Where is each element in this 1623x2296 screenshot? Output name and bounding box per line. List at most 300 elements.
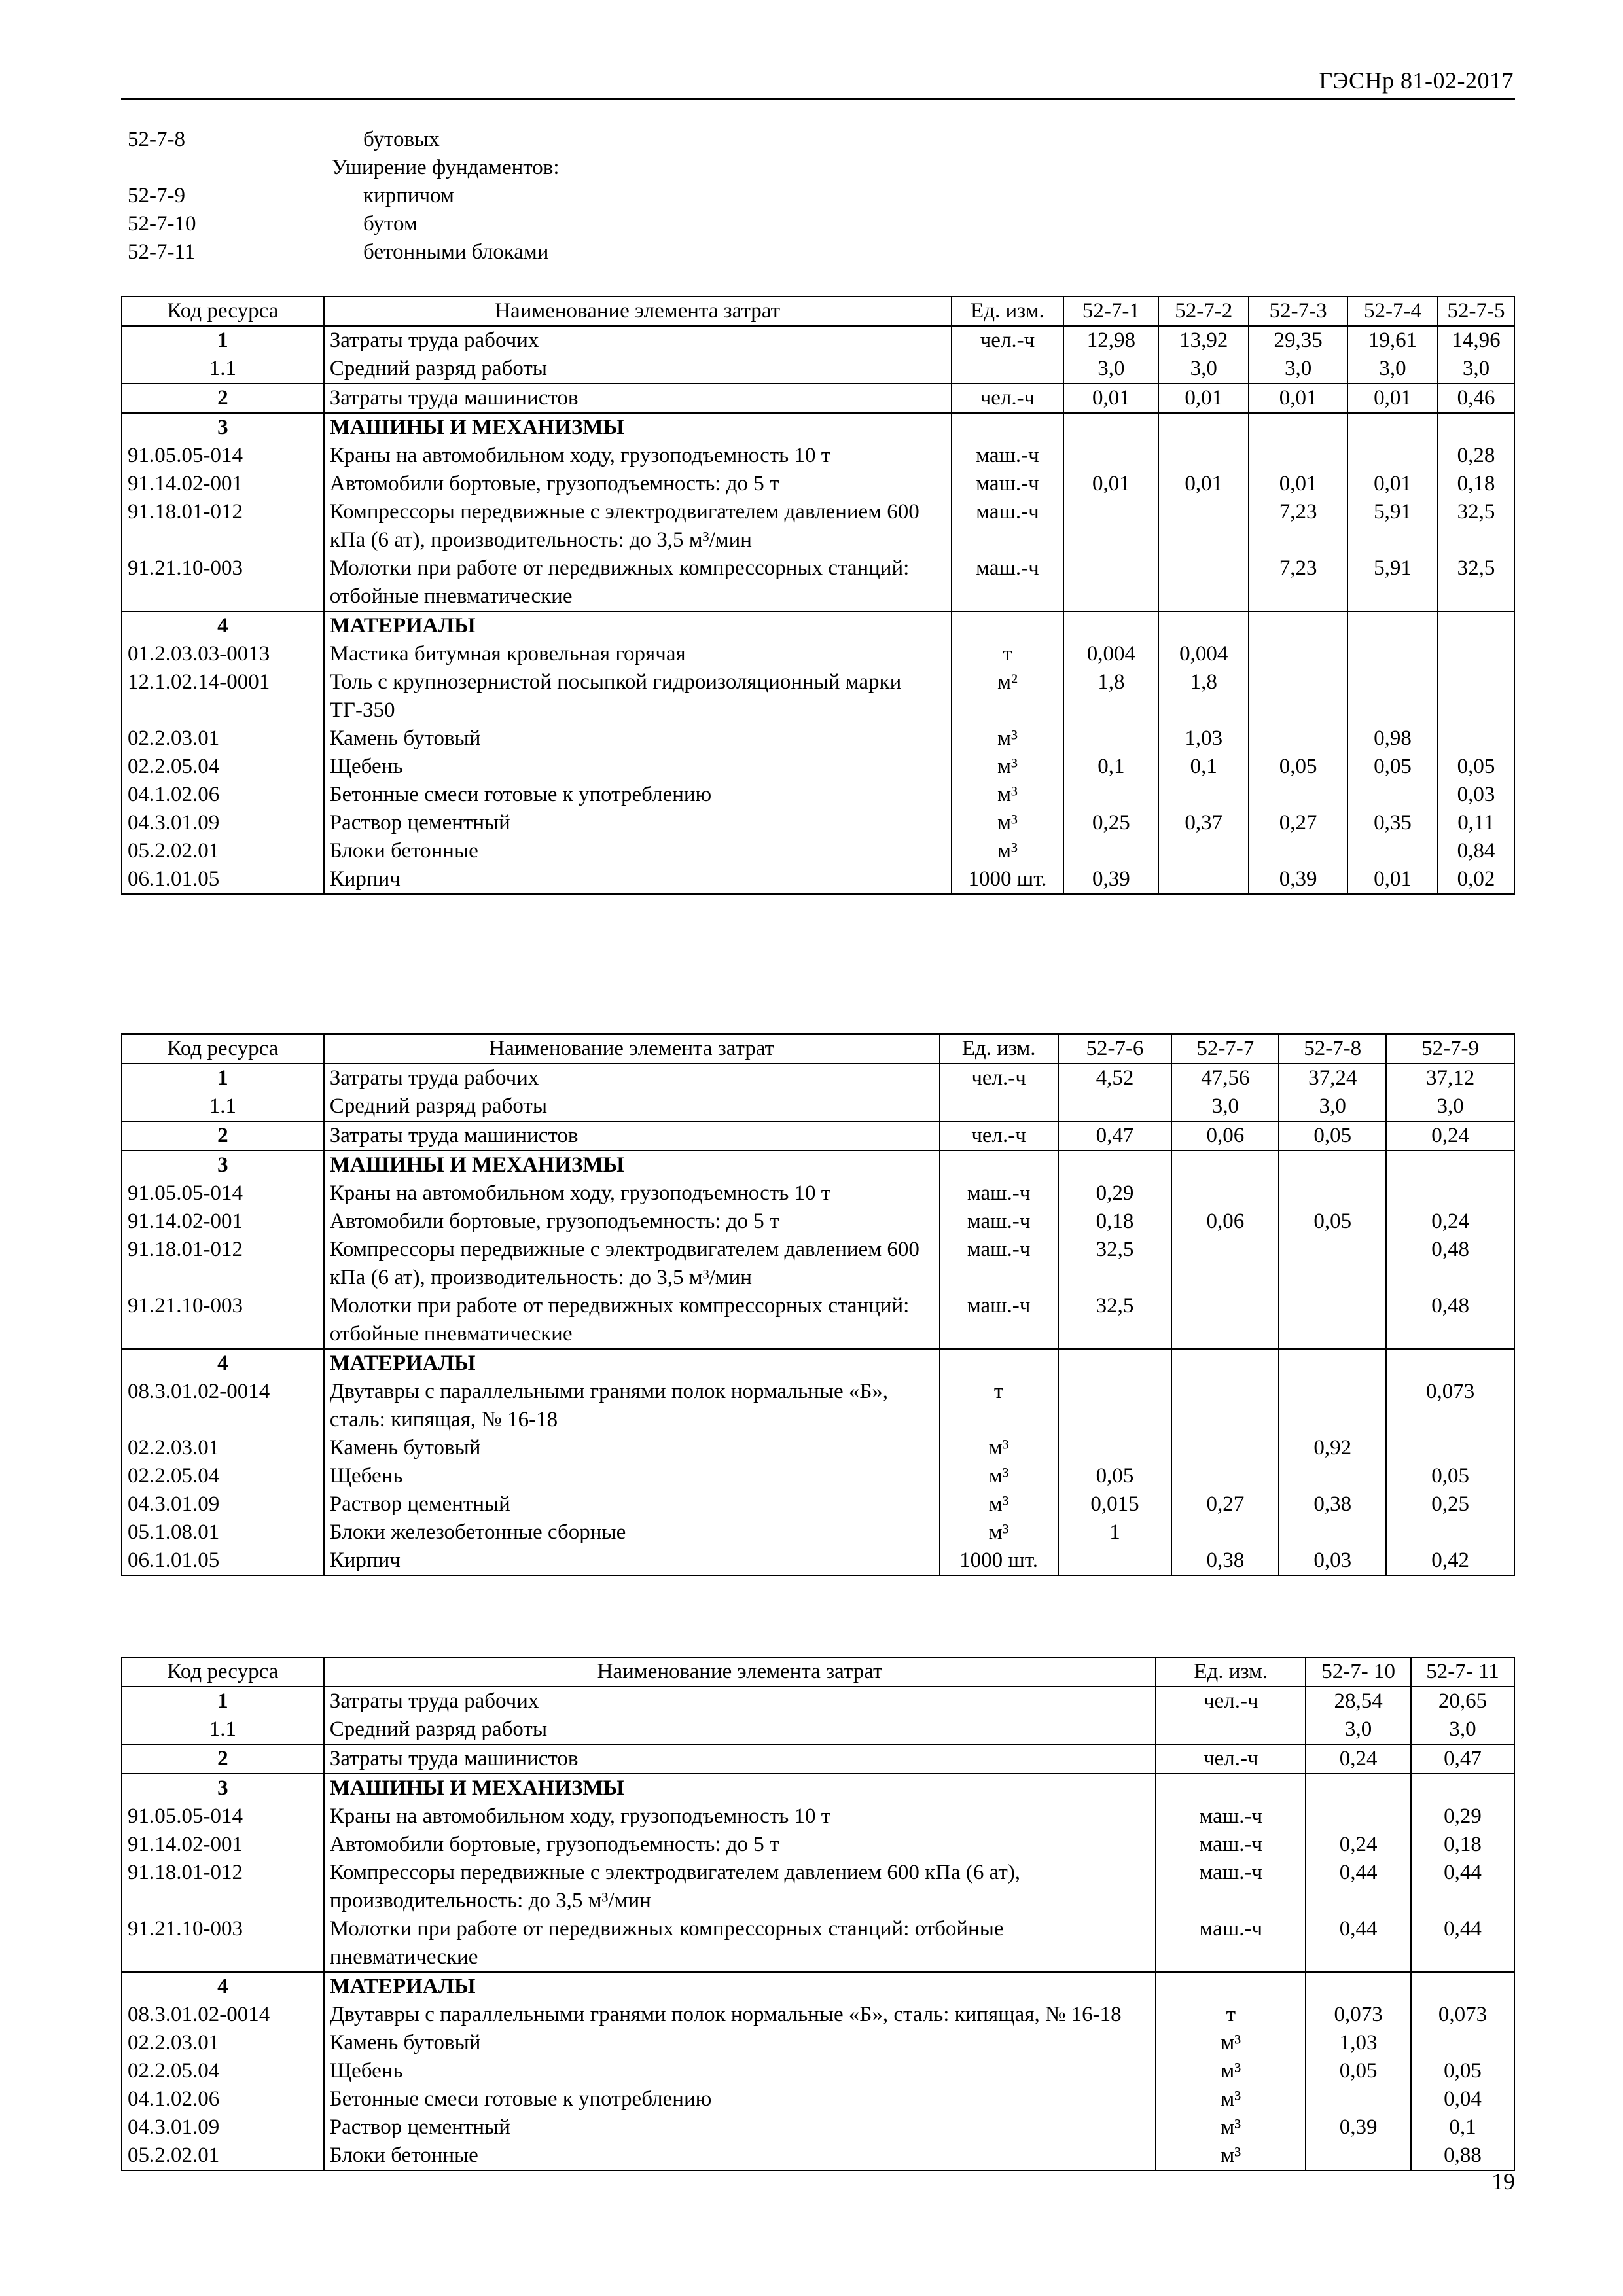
value-cell: 0,01	[1347, 470, 1438, 498]
value-cell: 0,38	[1171, 1547, 1279, 1575]
norm-label: Уширение фундаментов:	[332, 156, 560, 179]
column-header: 52-7-1	[1063, 296, 1158, 326]
resource-name: Краны на автомобильном ходу, грузоподъемность 10 т	[324, 1803, 1156, 1831]
unit-cell	[940, 1151, 1058, 1179]
resource-name: Камень бутовый	[324, 725, 952, 753]
table-row	[122, 865, 1514, 894]
value-cell: 0,27	[1171, 1490, 1279, 1518]
unit-cell: чел.-ч	[1156, 1687, 1306, 1715]
value-cell: 20,65	[1411, 1687, 1514, 1715]
table-row	[122, 1064, 1514, 1092]
unit-cell: маш.-ч	[940, 1236, 1058, 1292]
column-header: 52-7-3	[1249, 296, 1347, 326]
value-cell: 0,03	[1279, 1547, 1386, 1575]
resource-code: 2	[122, 384, 324, 413]
resource-name: МАШИНЫ И МЕХАНИЗМЫ	[324, 1151, 940, 1179]
value-cell	[1386, 1434, 1514, 1462]
value-cell: 3,0	[1063, 355, 1158, 384]
value-cell: 3,0	[1306, 1715, 1411, 1744]
resource-name: Мастика битумная кровельная горячая	[324, 640, 952, 668]
table-row	[122, 1462, 1514, 1490]
resource-code: 3	[122, 413, 324, 442]
value-cell: 0,39	[1306, 2113, 1411, 2142]
resource-code: 1.1	[122, 1092, 324, 1121]
table-row	[122, 1687, 1514, 1715]
value-cell: 0,05	[1279, 1208, 1386, 1236]
value-cell	[1158, 611, 1249, 640]
value-cell	[1249, 413, 1347, 442]
value-cell	[1386, 1151, 1514, 1179]
unit-cell	[1156, 1715, 1306, 1744]
unit-cell	[1156, 1972, 1306, 2001]
value-cell	[1306, 1803, 1411, 1831]
value-cell: 0,1	[1063, 753, 1158, 781]
unit-cell	[940, 1349, 1058, 1378]
value-cell: 0,06	[1171, 1121, 1279, 1151]
column-header: 52-7-5	[1438, 296, 1514, 326]
value-cell: 0,04	[1411, 2085, 1514, 2113]
value-cell: 0,39	[1063, 865, 1158, 894]
unit-cell: маш.-ч	[1156, 1859, 1306, 1915]
value-cell	[1171, 1518, 1279, 1547]
value-cell	[1063, 781, 1158, 809]
resource-code: 02.2.05.04	[122, 753, 324, 781]
value-cell: 3,0	[1386, 1092, 1514, 1121]
value-cell	[1438, 725, 1514, 753]
resource-name: Раствор цементный	[324, 1490, 940, 1518]
resource-code: 02.2.05.04	[122, 2057, 324, 2085]
value-cell: 0,01	[1249, 384, 1347, 413]
unit-cell	[952, 355, 1064, 384]
value-cell	[1063, 725, 1158, 753]
value-cell	[1158, 837, 1249, 865]
value-cell	[1249, 837, 1347, 865]
value-cell: 0,29	[1058, 1179, 1172, 1208]
value-cell: 4,52	[1058, 1064, 1172, 1092]
value-cell	[1058, 1151, 1172, 1179]
resource-table-3	[121, 1657, 1515, 2171]
resource-name: Раствор цементный	[324, 2113, 1156, 2142]
table-row	[122, 1915, 1514, 1972]
value-cell: 1,03	[1158, 725, 1249, 753]
resource-code: 3	[122, 1774, 324, 1803]
value-cell: 0,42	[1386, 1547, 1514, 1575]
resource-name: Молотки при работе от передвижных компрессорных станций: отбойные пневматические	[324, 1915, 1156, 1972]
resource-code: 91.05.05-014	[122, 442, 324, 470]
norm-list-item	[128, 210, 913, 238]
resource-name: МАШИНЫ И МЕХАНИЗМЫ	[324, 1774, 1156, 1803]
unit-cell: м³	[952, 753, 1064, 781]
unit-cell: м³	[940, 1434, 1058, 1462]
column-header: Код ресурса	[122, 296, 324, 326]
resource-name: МАТЕРИАЛЫ	[324, 1972, 1156, 2001]
value-cell	[1306, 1774, 1411, 1803]
norm-label: бетонными блоками	[363, 240, 549, 264]
resource-name: МАТЕРИАЛЫ	[324, 611, 952, 640]
value-cell: 0,24	[1306, 1831, 1411, 1859]
resource-name: Толь с крупнозернистой посыпкой гидроизоляционный марки ТГ-350	[324, 668, 952, 725]
value-cell: 0,44	[1411, 1915, 1514, 1972]
value-cell: 0,05	[1411, 2057, 1514, 2085]
unit-cell: м³	[1156, 2113, 1306, 2142]
table-header-row	[122, 1657, 1514, 1687]
value-cell: 0,35	[1347, 809, 1438, 837]
value-cell: 0,98	[1347, 725, 1438, 753]
resource-name: Средний разряд работы	[324, 1715, 1156, 1744]
value-cell	[1306, 2142, 1411, 2170]
resource-name: Щебень	[324, 1462, 940, 1490]
resource-name: Блоки железобетонные сборные	[324, 1518, 940, 1547]
resource-code: 05.2.02.01	[122, 2142, 324, 2170]
value-cell	[1438, 611, 1514, 640]
value-cell: 0,92	[1279, 1434, 1386, 1462]
resource-code: 91.18.01-012	[122, 1236, 324, 1292]
value-cell	[1058, 1547, 1172, 1575]
value-cell: 0,18	[1438, 470, 1514, 498]
value-cell: 13,92	[1158, 326, 1249, 355]
table-row	[122, 1518, 1514, 1547]
value-cell	[1058, 1349, 1172, 1378]
table-row	[122, 1208, 1514, 1236]
value-cell	[1411, 1972, 1514, 2001]
resource-name: Раствор цементный	[324, 809, 952, 837]
resource-name: Бетонные смеси готовые к употреблению	[324, 781, 952, 809]
resource-name: Средний разряд работы	[324, 1092, 940, 1121]
value-cell: 7,23	[1249, 554, 1347, 611]
resource-code: 91.21.10-003	[122, 554, 324, 611]
table-row	[122, 2085, 1514, 2113]
value-cell: 0,05	[1058, 1462, 1172, 1490]
resource-name: Блоки бетонные	[324, 837, 952, 865]
column-header: 52-7-7	[1171, 1034, 1279, 1064]
value-cell	[1386, 1179, 1514, 1208]
unit-cell: маш.-ч	[952, 554, 1064, 611]
unit-cell: маш.-ч	[1156, 1803, 1306, 1831]
value-cell: 0,48	[1386, 1236, 1514, 1292]
value-cell	[1279, 1378, 1386, 1434]
table-row	[122, 326, 1514, 355]
value-cell: 0,05	[1306, 2057, 1411, 2085]
value-cell: 0,01	[1063, 470, 1158, 498]
resource-code: 1	[122, 1064, 324, 1092]
resource-name: Кирпич	[324, 865, 952, 894]
value-cell: 0,88	[1411, 2142, 1514, 2170]
unit-cell: чел.-ч	[952, 326, 1064, 355]
unit-cell	[1156, 1774, 1306, 1803]
resource-name: Затраты труда машинистов	[324, 384, 952, 413]
unit-cell: т	[940, 1378, 1058, 1434]
value-cell: 1	[1058, 1518, 1172, 1547]
column-header: Наименование элемента затрат	[324, 296, 952, 326]
value-cell	[1063, 611, 1158, 640]
value-cell	[1171, 1179, 1279, 1208]
table-row	[122, 442, 1514, 470]
page-header	[121, 64, 1515, 100]
value-cell: 0,37	[1158, 809, 1249, 837]
value-cell	[1386, 1518, 1514, 1547]
value-cell: 0,004	[1158, 640, 1249, 668]
resource-name: Кирпич	[324, 1547, 940, 1575]
value-cell	[1158, 498, 1249, 554]
resource-code: 1.1	[122, 1715, 324, 1744]
table-row	[122, 753, 1514, 781]
value-cell: 32,5	[1058, 1236, 1172, 1292]
value-cell	[1347, 781, 1438, 809]
resource-name: Автомобили бортовые, грузоподъемность: до 5 т	[324, 470, 952, 498]
value-cell	[1279, 1349, 1386, 1378]
table-row	[122, 470, 1514, 498]
table-row	[122, 2029, 1514, 2057]
value-cell: 0,01	[1347, 384, 1438, 413]
value-cell	[1249, 668, 1347, 725]
value-cell	[1063, 554, 1158, 611]
column-header: Наименование элемента затрат	[324, 1034, 940, 1064]
resource-name: Средний разряд работы	[324, 355, 952, 384]
value-cell: 28,54	[1306, 1687, 1411, 1715]
page-number: 19	[1491, 2168, 1515, 2195]
resource-name: Молотки при работе от передвижных компрессорных станций: отбойные пневматические	[324, 554, 952, 611]
norm-label: кирпичом	[363, 184, 454, 207]
table-row	[122, 1092, 1514, 1121]
value-cell	[1347, 837, 1438, 865]
resource-code: 1.1	[122, 355, 324, 384]
resource-code: 04.3.01.09	[122, 809, 324, 837]
table-row	[122, 809, 1514, 837]
unit-cell: м³	[1156, 2142, 1306, 2170]
resource-name: Двутавры с параллельными гранями полок нормальные «Б», сталь: кипящая, № 16-18	[324, 2001, 1156, 2029]
value-cell: 3,0	[1438, 355, 1514, 384]
value-cell: 0,01	[1347, 865, 1438, 894]
column-header: 52-7-2	[1158, 296, 1249, 326]
column-header: 52-7-8	[1279, 1034, 1386, 1064]
value-cell	[1158, 865, 1249, 894]
unit-cell: маш.-ч	[940, 1208, 1058, 1236]
resource-code: 91.14.02-001	[122, 470, 324, 498]
value-cell: 3,0	[1171, 1092, 1279, 1121]
value-cell: 3,0	[1158, 355, 1249, 384]
table-row	[122, 1859, 1514, 1915]
table-row	[122, 1349, 1514, 1378]
value-cell: 0,01	[1158, 470, 1249, 498]
resource-code: 05.1.08.01	[122, 1518, 324, 1547]
resource-name: МАТЕРИАЛЫ	[324, 1349, 940, 1378]
column-header: Ед. изм.	[952, 296, 1064, 326]
value-cell: 0,06	[1171, 1208, 1279, 1236]
resource-name: Затраты труда рабочих	[324, 1064, 940, 1092]
resource-code: 91.14.02-001	[122, 1831, 324, 1859]
resource-name: Двутавры с параллельными гранями полок нормальные «Б», сталь: кипящая, № 16-18	[324, 1378, 940, 1434]
value-cell: 14,96	[1438, 326, 1514, 355]
value-cell	[1347, 413, 1438, 442]
resource-name: Бетонные смеси готовые к употреблению	[324, 2085, 1156, 2113]
value-cell: 47,56	[1171, 1064, 1279, 1092]
column-header: 52-7-6	[1058, 1034, 1172, 1064]
norm-code: 52-7-9	[128, 184, 185, 207]
table-row	[122, 1972, 1514, 2001]
value-cell	[1058, 1378, 1172, 1434]
value-cell: 32,5	[1438, 498, 1514, 554]
table-row	[122, 1490, 1514, 1518]
unit-cell: м³	[952, 837, 1064, 865]
value-cell: 0,05	[1438, 753, 1514, 781]
value-cell	[1347, 611, 1438, 640]
resource-code: 05.2.02.01	[122, 837, 324, 865]
resource-code: 02.2.05.04	[122, 1462, 324, 1490]
value-cell	[1306, 2085, 1411, 2113]
value-cell	[1063, 837, 1158, 865]
table-row	[122, 1292, 1514, 1349]
value-cell: 37,24	[1279, 1064, 1386, 1092]
value-cell: 0,05	[1386, 1462, 1514, 1490]
table-row	[122, 2113, 1514, 2142]
document-code: ГЭСНр 81-02-2017	[1319, 67, 1514, 94]
value-cell	[1158, 413, 1249, 442]
value-cell	[1171, 1151, 1279, 1179]
resource-name: Затраты труда машинистов	[324, 1744, 1156, 1774]
value-cell: 29,35	[1249, 326, 1347, 355]
column-header: Код ресурса	[122, 1657, 324, 1687]
norm-code: 52-7-11	[128, 240, 196, 264]
value-cell: 0,073	[1411, 2001, 1514, 2029]
unit-cell: т	[952, 640, 1064, 668]
table-row	[122, 413, 1514, 442]
column-header: Ед. изм.	[1156, 1657, 1306, 1687]
table-row	[122, 2142, 1514, 2170]
resource-code: 08.3.01.02-0014	[122, 2001, 324, 2029]
resource-code: 1	[122, 326, 324, 355]
value-cell: 0,25	[1386, 1490, 1514, 1518]
value-cell	[1158, 554, 1249, 611]
resource-code: 08.3.01.02-0014	[122, 1378, 324, 1434]
value-cell: 0,073	[1306, 2001, 1411, 2029]
resource-code: 4	[122, 611, 324, 640]
resource-code: 01.2.03.03-0013	[122, 640, 324, 668]
value-cell: 0,27	[1249, 809, 1347, 837]
resource-code: 91.21.10-003	[122, 1915, 324, 1972]
resource-code: 4	[122, 1349, 324, 1378]
table-row	[122, 554, 1514, 611]
resource-code: 02.2.03.01	[122, 725, 324, 753]
column-header: 52-7- 11	[1411, 1657, 1514, 1687]
unit-cell: м²	[952, 668, 1064, 725]
value-cell: 1,03	[1306, 2029, 1411, 2057]
resource-code: 12.1.02.14-0001	[122, 668, 324, 725]
unit-cell	[952, 413, 1064, 442]
value-cell: 0,18	[1411, 1831, 1514, 1859]
unit-cell: маш.-ч	[940, 1292, 1058, 1349]
table-row	[122, 1121, 1514, 1151]
value-cell: 0,004	[1063, 640, 1158, 668]
table-header-row	[122, 296, 1514, 326]
table-row	[122, 2057, 1514, 2085]
value-cell: 0,44	[1306, 1859, 1411, 1915]
table-row	[122, 1179, 1514, 1208]
table-row	[122, 1803, 1514, 1831]
table-row	[122, 640, 1514, 668]
resource-name: Затраты труда рабочих	[324, 326, 952, 355]
value-cell	[1063, 413, 1158, 442]
value-cell: 5,91	[1347, 498, 1438, 554]
value-cell	[1411, 1774, 1514, 1803]
value-cell: 0,03	[1438, 781, 1514, 809]
value-cell	[1279, 1236, 1386, 1292]
unit-cell: м³	[940, 1490, 1058, 1518]
table-row	[122, 1774, 1514, 1803]
resource-code: 2	[122, 1121, 324, 1151]
value-cell	[1058, 1434, 1172, 1462]
resource-name: Щебень	[324, 2057, 1156, 2085]
value-cell	[1438, 413, 1514, 442]
value-cell: 0,01	[1249, 470, 1347, 498]
table-row	[122, 781, 1514, 809]
value-cell	[1158, 781, 1249, 809]
resource-name: Блоки бетонные	[324, 2142, 1156, 2170]
value-cell	[1249, 442, 1347, 470]
unit-cell: м³	[1156, 2029, 1306, 2057]
table-row	[122, 1151, 1514, 1179]
table-row	[122, 1236, 1514, 1292]
value-cell: 5,91	[1347, 554, 1438, 611]
resource-code: 91.18.01-012	[122, 1859, 324, 1915]
resource-code: 06.1.01.05	[122, 865, 324, 894]
value-cell	[1279, 1179, 1386, 1208]
value-cell: 0,25	[1063, 809, 1158, 837]
table-row	[122, 355, 1514, 384]
value-cell: 1,8	[1063, 668, 1158, 725]
value-cell	[1171, 1434, 1279, 1462]
value-cell: 0,18	[1058, 1208, 1172, 1236]
resource-code: 4	[122, 1972, 324, 2001]
value-cell: 3,0	[1249, 355, 1347, 384]
resource-code: 91.14.02-001	[122, 1208, 324, 1236]
unit-cell: м³	[1156, 2085, 1306, 2113]
norm-label: бутом	[363, 212, 418, 236]
unit-cell: 1000 шт.	[952, 865, 1064, 894]
resource-table-1	[121, 296, 1515, 895]
norm-code	[128, 154, 363, 182]
norm-list-item	[128, 126, 913, 154]
value-cell: 0,24	[1306, 1744, 1411, 1774]
table-row	[122, 611, 1514, 640]
resource-name: Краны на автомобильном ходу, грузоподъемность 10 т	[324, 442, 952, 470]
table-row	[122, 384, 1514, 413]
column-header: Ед. изм.	[940, 1034, 1058, 1064]
resource-code: 04.1.02.06	[122, 2085, 324, 2113]
value-cell	[1347, 442, 1438, 470]
value-cell	[1279, 1462, 1386, 1490]
value-cell: 0,015	[1058, 1490, 1172, 1518]
table-row	[122, 498, 1514, 554]
resource-name: Щебень	[324, 753, 952, 781]
value-cell	[1411, 2029, 1514, 2057]
value-cell	[1249, 640, 1347, 668]
resource-code: 1	[122, 1687, 324, 1715]
value-cell: 0,1	[1411, 2113, 1514, 2142]
table-row	[122, 837, 1514, 865]
value-cell: 0,47	[1411, 1744, 1514, 1774]
table-row	[122, 1715, 1514, 1744]
norm-list-item	[128, 238, 913, 266]
value-cell	[1171, 1349, 1279, 1378]
unit-cell: маш.-ч	[952, 470, 1064, 498]
unit-cell: м³	[952, 725, 1064, 753]
resource-code: 02.2.03.01	[122, 2029, 324, 2057]
value-cell: 3,0	[1411, 1715, 1514, 1744]
value-cell	[1171, 1378, 1279, 1434]
value-cell: 37,12	[1386, 1064, 1514, 1092]
unit-cell: чел.-ч	[940, 1121, 1058, 1151]
value-cell	[1386, 1349, 1514, 1378]
